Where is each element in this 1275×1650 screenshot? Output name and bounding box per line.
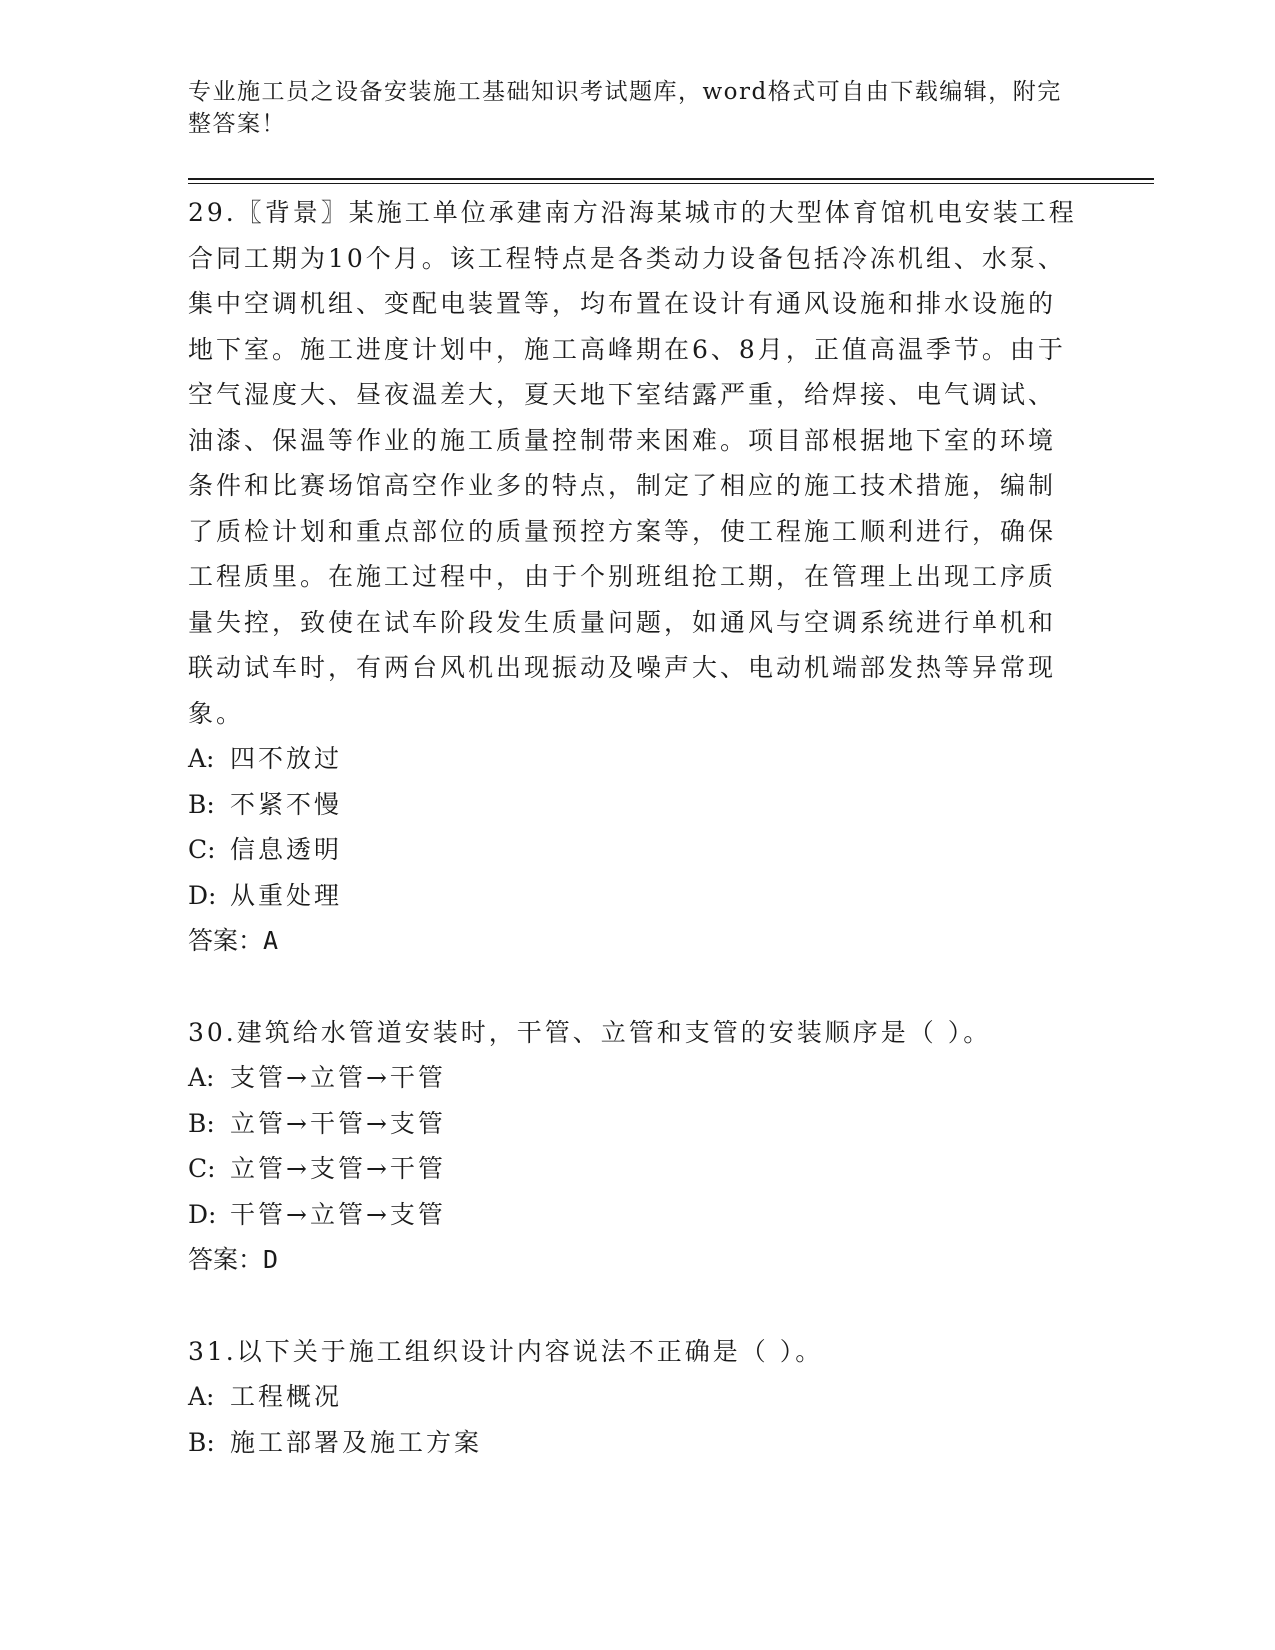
option-text: 信息透明 bbox=[230, 835, 343, 864]
option-a bbox=[188, 1055, 1078, 1101]
option-text: 干管→立管→支管 bbox=[230, 1199, 446, 1229]
header-rule-thick bbox=[188, 178, 1154, 180]
option-letter: B: bbox=[188, 789, 215, 819]
option-letter: C: bbox=[188, 835, 216, 864]
question-stem: 31.以下关于施工组织设计内容说法不正确是（ ）。 bbox=[188, 1336, 824, 1366]
answer-label: 答案： bbox=[188, 1245, 264, 1274]
option-text: 四不放过 bbox=[230, 744, 343, 773]
question-stem: 30.建筑给水管道安装时，干管、立管和支管的安装顺序是（ ）。 bbox=[188, 1017, 992, 1047]
option-b bbox=[188, 1420, 1078, 1466]
option-b bbox=[188, 782, 1078, 828]
spacer bbox=[188, 1283, 1078, 1329]
option-text: 施工部署及施工方案 bbox=[230, 1427, 483, 1457]
option-letter: B: bbox=[188, 1108, 215, 1138]
answer-line bbox=[188, 1237, 1078, 1283]
question-stem: 29.〖背景〗某施工单位承建南方沿海某城市的大型体育馆机电安装工程合同工期为10个月。该工程特点是各类动力设备包括冷冻机组、水泵、集中空调机组、变配电装置等，均布置在设计有通风设施和排水设施的地下室。施工进度计划中，施工高峰期在6、8月，正值高温季节。由于空气湿度大、昼夜温差大，夏天地下室结露严重，给焊接、电气调试、油漆、保温等作业的施工质量控制带来困难。项目部根据地下室的环境条件和比赛场馆高空作业多的特点，制定了相应的施工技术措施，编制了质检计划和重点部位的质量预控方案等，使工程施工顺利进行，确保工程质里。在施工过程中，由于个别班组抢工期，在管理上出现工序质量失控，致使在试车阶段发生质量问题，如通风与空调系统进行单机和联动试车时，有两台风机出现振动及噪声大、电动机端部发热等异常现象。 bbox=[188, 198, 1077, 728]
question-31 bbox=[188, 1329, 1078, 1466]
option-letter: A: bbox=[188, 1382, 215, 1411]
option-text: 不紧不慢 bbox=[230, 789, 343, 819]
option-text: 立管→支管→干管 bbox=[230, 1154, 446, 1183]
option-letter: C: bbox=[188, 1154, 216, 1183]
option-c bbox=[188, 827, 1078, 873]
option-letter: D: bbox=[188, 1199, 217, 1229]
option-a bbox=[188, 1374, 1078, 1420]
option-d bbox=[188, 1192, 1078, 1238]
option-a bbox=[188, 736, 1078, 782]
answer-value: A bbox=[263, 926, 279, 955]
header-note: 专业施工员之设备安装施工基础知识考试题库，word格式可自由下载编辑，附完整答案！ bbox=[188, 79, 1062, 137]
option-b bbox=[188, 1101, 1078, 1147]
option-letter: A: bbox=[188, 744, 215, 773]
answer-line bbox=[188, 918, 1078, 964]
question-list bbox=[188, 190, 1078, 1465]
spacer bbox=[188, 964, 1078, 1010]
option-letter: B: bbox=[188, 1427, 215, 1457]
option-letter: D: bbox=[188, 880, 217, 910]
question-29 bbox=[188, 190, 1078, 964]
question-30 bbox=[188, 1010, 1078, 1283]
option-text: 支管→立管→干管 bbox=[230, 1063, 446, 1092]
option-letter: A: bbox=[188, 1063, 215, 1092]
answer-label: 答案： bbox=[188, 926, 264, 955]
option-text: 从重处理 bbox=[230, 880, 343, 910]
option-text: 工程概况 bbox=[230, 1382, 343, 1411]
option-c bbox=[188, 1146, 1078, 1192]
option-text: 立管→干管→支管 bbox=[230, 1108, 446, 1138]
answer-value: D bbox=[263, 1245, 279, 1274]
header-rule-thin bbox=[188, 183, 1154, 184]
option-d bbox=[188, 873, 1078, 919]
